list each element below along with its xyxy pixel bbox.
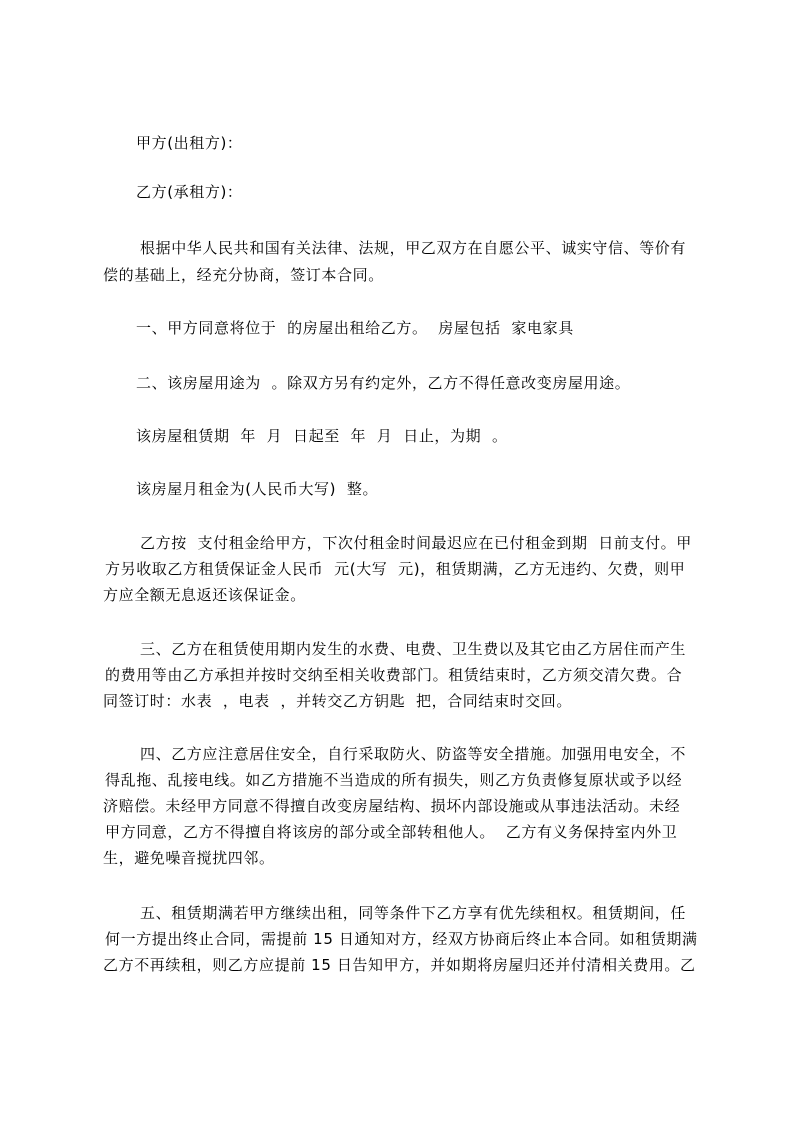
text-line: 五、租赁期满若甲方继续出租，同等条件下乙方享有优先续租权。租赁期间，任 [140,904,687,922]
text-line: 方另收取乙方租赁保证金人民币 元(大写 元)，租赁期满，乙方无违约、欠费，则甲 [105,560,686,578]
text-line: 四、乙方应注意居住安全，自行采取防火、防盗等安全措施。加强用电安全，不 [140,745,687,763]
party-b-label: 乙方(承租方)： [136,183,243,201]
text-line: 的费用等由乙方承担并按时交纳至相关收费部门。租赁结束时，乙方须交清欠费。合 [105,666,683,684]
text-line: 乙方不再续租，则乙方应提前 15 日告知甲方，并如期将房屋归还并付清相关费用。乙 [103,956,696,974]
text-line: 何一方提出终止合同，需提前 15 日通知对方，经双方协商后终止本合同。如租赁期满 [105,930,698,948]
text-line: 三、乙方在租赁使用期内发生的水费、电费、卫生费以及其它由乙方居住而产生 [140,640,687,658]
text-line: 一、甲方同意将位于 的房屋出租给乙方。 房屋包括 家电家具 [136,319,574,337]
text-line: 济赔偿。未经甲方同意不得擅自改变房屋结构、损坏内部设施或从事违法活动。未经 [103,797,681,815]
text-line: 乙方按 支付租金给甲方，下次付租金时间最迟应在已付租金到期 日前支付。甲 [140,534,692,552]
text-line: 同签订时：水表 ，电表 ，并转交乙方钥匙 把，合同结束时交回。 [103,692,573,710]
text-line: 该房屋租赁期 年 月 日起至 年 月 日止，为期 。 [136,427,508,445]
text-line: 得乱拖、乱接电线。如乙方措施不当造成的所有损失，则乙方负责修复原状或予以经 [105,771,683,789]
text-line: 方应全额无息返还该保证金。 [103,586,306,604]
text-line: 偿的基础上，经充分协商，签订本合同。 [103,266,384,284]
text-line: 生，避免噪音搅扰四邻。 [103,849,275,867]
text-line: 该房屋月租金为(人民币大写) 整。 [136,480,379,498]
party-a-label: 甲方(出租方)： [136,134,243,152]
text-line: 甲方同意，乙方不得擅自将该房的部分或全部转租他人。 乙方有义务保持室内外卫 [105,823,678,841]
text-line: 根据中华人民共和国有关法律、法规，甲乙双方在自愿公平、诚实守信、等价有 [140,239,687,257]
text-line: 二、该房屋用途为 。除双方另有约定外，乙方不得任意改变房屋用途。 [136,374,631,392]
